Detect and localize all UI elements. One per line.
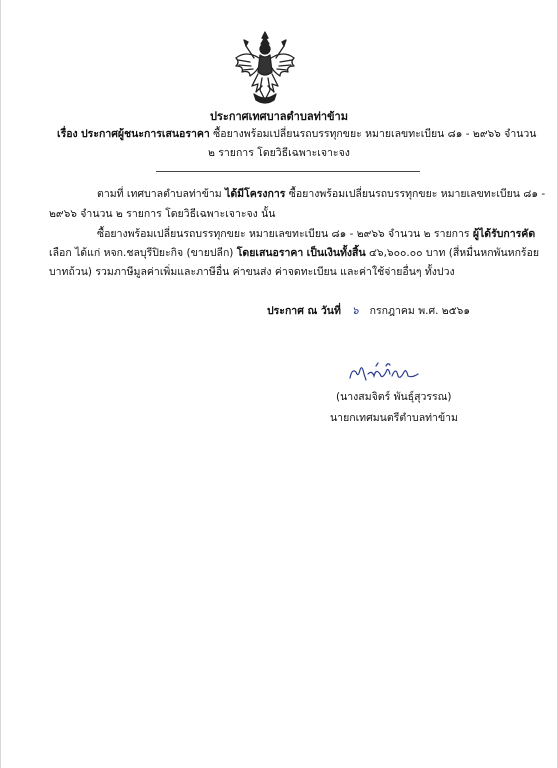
p2-text-a: ซื้อยางพร้อมเปลี่ยนรถบรรทุกขยะ หมายเลขทะเบียน ๘๑ - ๒๙๖๖ จำนวน ๒ รายการ (97, 228, 470, 240)
p2-text-e: เป็นเงินทั้งสิ้น (306, 247, 366, 259)
subject-line-2: ๒ รายการ โดยวิธีเฉพาะเจาะจง (208, 147, 350, 159)
p2-text-c: เลือก ได้แก่ (49, 247, 101, 259)
p1-text-c: ซื้อยางพร้อมเปลี่ยนรถบรรทุกขยะ หมายเลขทะเบียน ๘๑ - (288, 188, 546, 200)
paragraph-1-line-2: ๒๙๖๖ จำนวน ๒ รายการ โดยวิธีเฉพาะเจาะจง นั้น (49, 208, 276, 220)
p2-text-b: ผู้ได้รับการคัด (472, 228, 536, 240)
p2-winner: หจก.ชลบุรีปิยะกิจ (ขายปลีก) (103, 247, 234, 259)
handwritten-signature (346, 360, 420, 386)
p2-text-f: รวมภาษีมูลค่าเพิ่มและภาษีอื่น ค่าขนส่ง ค่าจดทะเบียน และค่าใช้จ่ายอื่นๆ ทั้งปวง (95, 266, 455, 278)
p2-amount: ๔๖,๖๐๐.๐๐ บาท (368, 247, 446, 259)
p2-text-d: โดยเสนอราคา (236, 247, 304, 259)
signer-name: (นางสมจิตร์ พันธุ์สุวรรณ) (336, 391, 452, 403)
announce-label: ประกาศ ณ วันที่ (267, 305, 341, 317)
signer-position: นายกเทศมนตรีตำบลท่าข้าม (330, 412, 458, 424)
paragraph-2-line-3 (49, 266, 455, 279)
announce-month-year: กรกฎาคม พ.ศ. ๒๕๖๑ (369, 305, 470, 317)
announce-date (267, 305, 470, 318)
subject-label: เรื่อง (57, 128, 78, 140)
header-divider (156, 171, 420, 172)
p1-text-a: ตามที่ เทศบาลตำบลท่าข้าม (97, 188, 222, 200)
p2-amount-words: (สี่หมื่นหกพันหกร้อย (448, 247, 540, 259)
subject-text: ซื้อยางพร้อมเปลี่ยนรถบรรทุกขยะ หมายเลขทะเบียน ๘๑ - ๒๙๖๖ จำนวน (213, 128, 537, 140)
subject-heading: ประกาศผู้ชนะการเสนอราคา (81, 128, 210, 140)
garuda-emblem-icon (232, 28, 298, 108)
p2-amount-words-end: บาทถ้วน) (49, 266, 93, 278)
subject-line-1 (57, 128, 536, 141)
paragraph-1-line-1 (97, 188, 545, 201)
paragraph-2-line-1 (97, 228, 535, 241)
paragraph-2-line-2 (49, 247, 539, 260)
announce-day: ๖ (351, 305, 359, 317)
document-title: ประกาศเทศบาลตำบลท่าข้าม (210, 110, 348, 123)
p1-text-b: ได้มีโครงการ (225, 188, 286, 200)
